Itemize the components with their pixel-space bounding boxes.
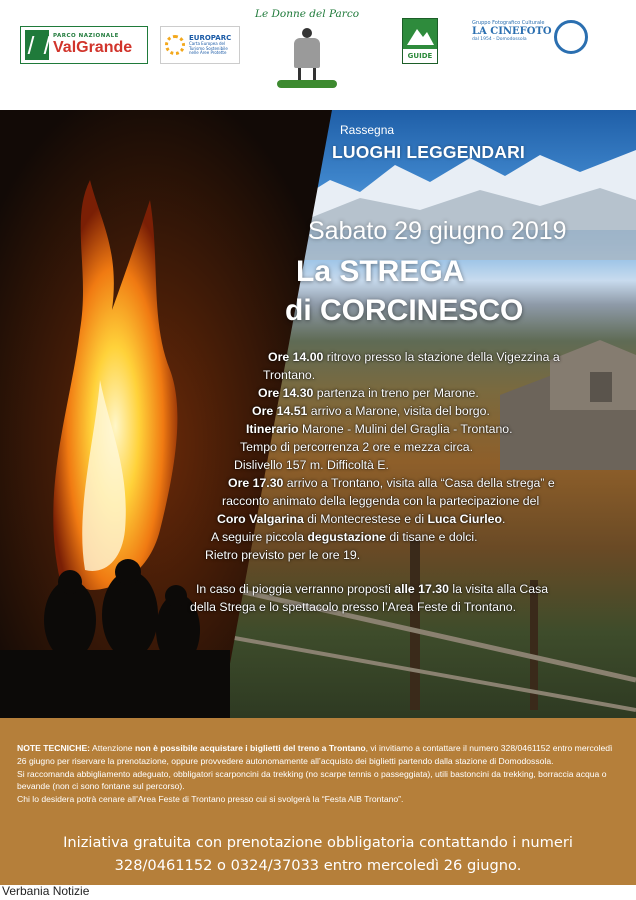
- program-line: Ore 14.51 arrivo a Marone, visita del borgo.: [252, 404, 490, 418]
- valgrande-mark-icon: [25, 30, 49, 60]
- poster-image-area: [0, 110, 636, 718]
- program-line: Ore 14.30 partenza in treno per Marone.: [258, 386, 479, 400]
- europarc-stars-icon: [165, 35, 185, 55]
- program-line: Tempo di percorrenza 2 ore e mezza circa.: [240, 440, 474, 454]
- program-line: racconto animato della leggenda con la partecipazione del: [222, 494, 540, 508]
- cta-line2: 328/0461152 o 0324/37033 entro mercoledì 26 giugno.: [114, 857, 522, 874]
- cinefoto-name: LA CINEFOTO: [472, 26, 552, 37]
- program-line: Coro Valgarina di Montecrestese e di Luca Ciurleo.: [217, 512, 506, 526]
- donne-del-parco-name: Le Donne del Parco: [254, 8, 360, 20]
- program-line: Ore 17.30 arrivo a Trontano, visita alla “Casa della strega” e: [228, 476, 555, 490]
- technical-notes-panel: [0, 718, 636, 885]
- cinefoto-camera-icon: [554, 20, 588, 54]
- source-credit: Verbania Notizie: [2, 884, 90, 898]
- mountain-icon: [403, 21, 437, 49]
- donne-del-parco-logo: [252, 8, 362, 104]
- series-label: Rassegna: [340, 123, 395, 137]
- valgrande-top-text: PARCO NAZIONALE: [53, 33, 119, 40]
- woman-carrying-basket-icon: [286, 24, 328, 80]
- europarc-logo: [160, 26, 240, 64]
- guide-label: GUIDE: [403, 49, 437, 63]
- europarc-name: EUROPARC: [189, 34, 232, 43]
- europarc-sub: Carta Europea del Turismo Sostenibile nelle Aree Protette: [189, 41, 228, 55]
- cta-line1: Iniziativa gratuita con prenotazione obbligatoria contattando i numeri: [63, 834, 573, 851]
- program-line: Dislivello 157 m. Difficoltà E.: [234, 458, 389, 472]
- event-date: Sabato 29 giugno 2019: [308, 217, 567, 245]
- series-title: LUOGHI LEGGENDARI: [332, 142, 525, 162]
- program-line: A seguire piccola degustazione di tisane e dolci.: [211, 530, 478, 544]
- technical-notes-text: NOTE TECNICHE: Attenzione non è possibile acquistare i biglietti del treno a Trontano, vi invitiamo a contattare il numero 328/0461152 entro mercoledì 26 giugno per riservare la prenotazione, oppure provvedere autonomamente all’acquisto dei biglietti partendo dalla stazione di Domodossola. Si raccomanda abbigliamento adeguato, obbligatori scarponcini da trekking (no scarpe tennis o passeggiata), utili bastoncini da trekking, borraccia acqua o bevande (non ci sono fontane sul percorso). Chi lo desidera potrà cenare all’Area Feste di Trontano presso cui si svolgerà la “Festa AIB Trontano”.: [17, 743, 613, 805]
- grass-icon: [277, 80, 337, 88]
- event-title-line2: di CORCINESCO: [285, 294, 524, 327]
- rain-note-line: In caso di pioggia verranno proposti alle 17.30 la visita alla Casa: [196, 582, 549, 596]
- rain-note-line: della Strega e lo spettacolo presso l’Area Feste di Trontano.: [190, 600, 517, 614]
- logo-header: [0, 0, 636, 110]
- valgrande-logo: [20, 26, 148, 64]
- program-line: Rietro previsto per le ore 19.: [205, 548, 361, 562]
- cinefoto-top: Gruppo Fotografico Culturale: [472, 20, 545, 26]
- guide-logo: [402, 18, 438, 64]
- event-title-line1: La STREGA: [296, 255, 465, 288]
- booking-call-to-action: [0, 831, 636, 877]
- cinefoto-sub: dal 1954 - Domodossola: [472, 37, 527, 42]
- valgrande-name: ValGrande: [53, 38, 133, 56]
- cinefoto-logo: [472, 20, 588, 64]
- program-line: Ore 14.00 ritrovo presso la stazione della Vigezzina a: [268, 350, 560, 364]
- program-line: Itinerario Marone - Mulini del Graglia - Trontano.: [246, 422, 513, 436]
- program-line: Trontano.: [263, 368, 316, 382]
